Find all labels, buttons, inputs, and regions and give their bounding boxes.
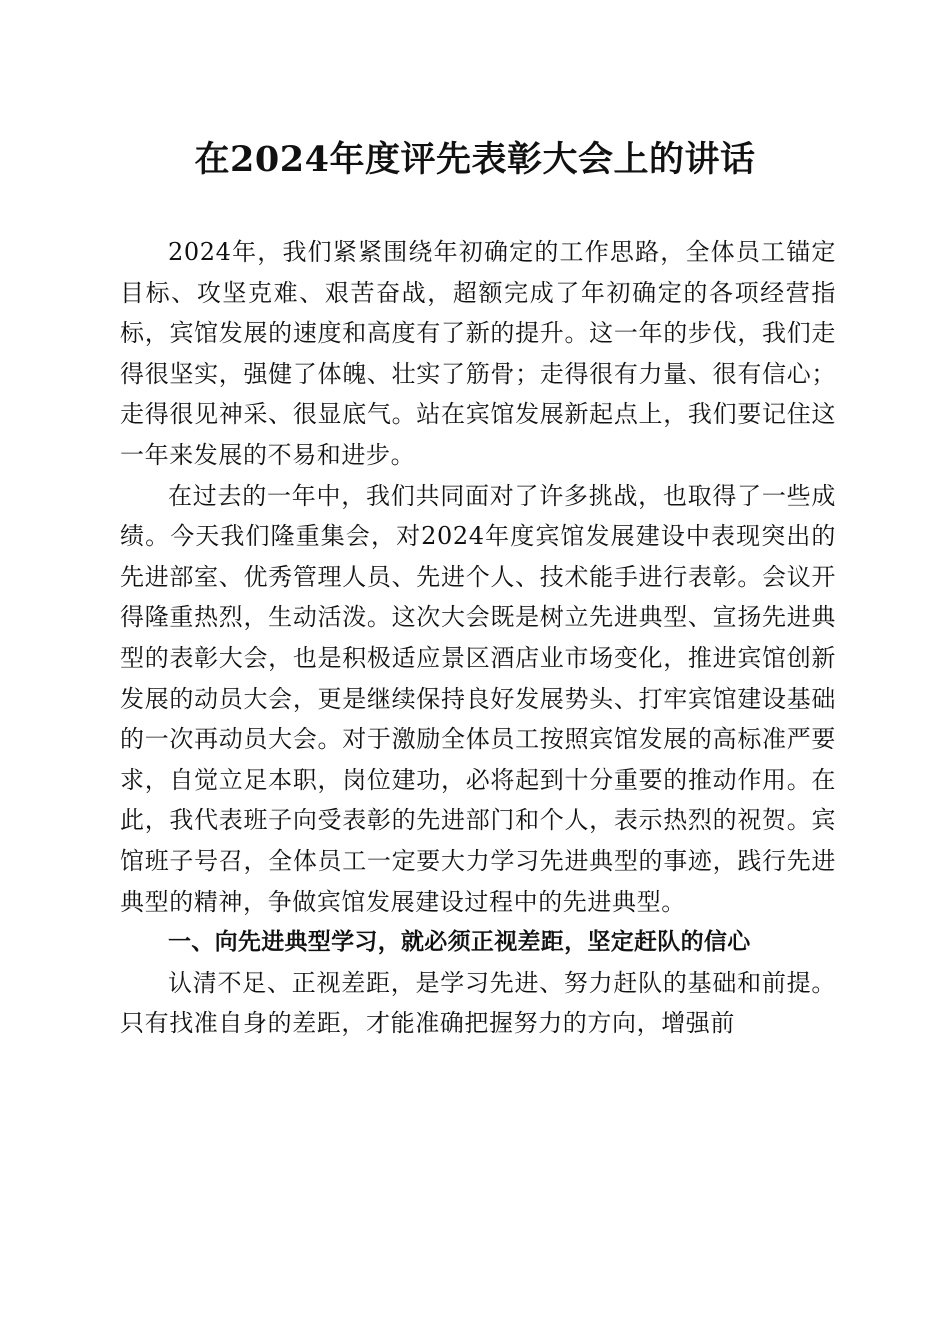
document-title: 在2024年度评先表彰大会上的讲话 <box>194 139 756 180</box>
paragraph-intro: 2024年，我们紧紧围绕年初确定的工作思路，全体员工锚定目标、攻坚克难、艰苦奋战，超额完成了年初确定的各项经营指标，宾馆发展的速度和高度有了新的提升。这一年的步伐，我们走得很坚实，强健了体魄、壮实了筋骨；走得很有力量、很有信心；走得很见神采、很显底气。站在宾馆发展新起点上，我们要记住这一年来发展的不易和进步。 <box>120 238 836 469</box>
paragraph-section-1: 认清不足、正视差距，是学习先进、努力赶队的基础和前提。只有找准自身的差距，才能准确把握努力的方向，增强前 <box>120 968 836 1038</box>
paragraph-commendation: 在过去的一年中，我们共同面对了许多挑战，也取得了一些成绩。今天我们隆重集会，对2024年度宾馆发展建设中表现突出的先进部室、优秀管理人员、先进个人、技术能手进行表彰。会议开得隆重热烈，生动活泼。这次大会既是树立先进典型、宣扬先进典型的表彰大会，也是积极适应景区酒店业市场变化，推进宾馆创新发展的动员大会，更是继续保持良好发展势头、打牢宾馆建设基础的一次再动员大会。对于激励全体员工按照宾馆发展的高标准严要求，自觉立足本职，岗位建功，必将起到十分重要的推动作用。在此，我代表班子向受表彰的先进部门和个人，表示热烈的祝贺。宾馆班子号召，全体员工一定要大力学习先进典型的事迹，践行先进典型的精神，争做宾馆发展建设过程中的先进典型。 <box>120 481 836 916</box>
section-heading-1: 一、向先进典型学习，就必须正视差距，坚定赶队的信心 <box>168 929 751 956</box>
document-body <box>120 232 836 1044</box>
